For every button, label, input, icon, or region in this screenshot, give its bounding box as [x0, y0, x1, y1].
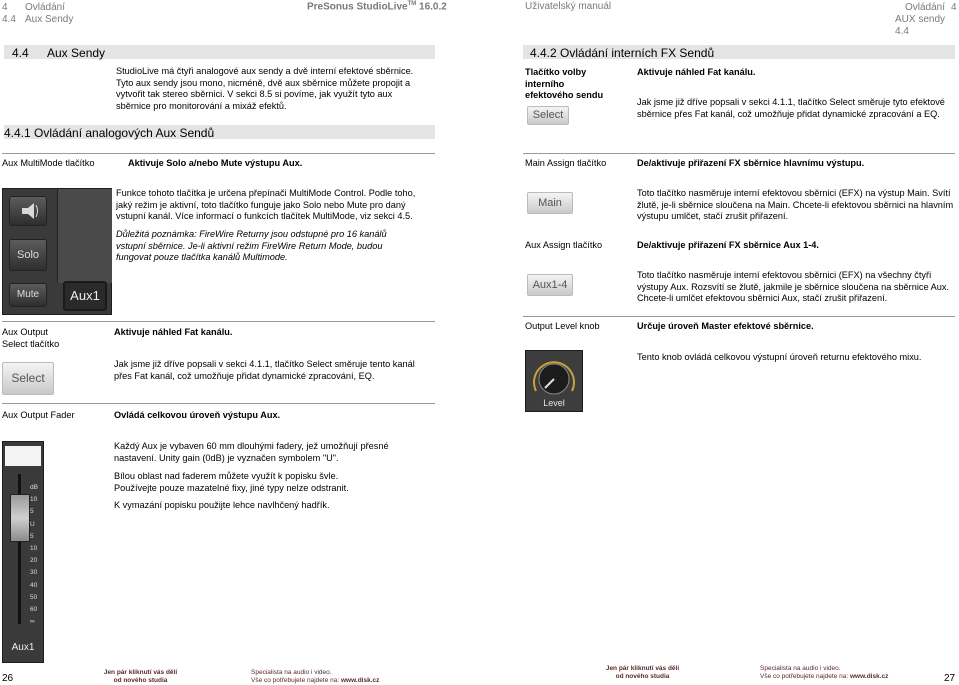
intro-line: vytvořit tak stereo sběrnici. V sekci 8.5 si povíme, jak využít tyto aux: [116, 89, 393, 100]
page-number-right: 27: [944, 673, 956, 684]
footer-spec-left: [251, 669, 379, 685]
page-number-left: 26: [2, 673, 14, 684]
intro-line: sběrnice pro monitorování a mixáž efektů.: [116, 100, 287, 111]
aux-assign-body-line: Chcete-li umlčet efektovou sběrnici Aux, stačí zrušit přiřazení.: [637, 293, 888, 304]
footer-spec-line: Specialista na audio i video.: [251, 669, 332, 676]
output-select-label: [2, 327, 59, 350]
multimode-note-line: vstupní sběrnice. Je-li aktivní režim FireWire Return Mode, budou: [116, 240, 383, 251]
aux-assign-body: [637, 270, 955, 305]
multimode-panel-image: [2, 188, 112, 315]
main-assign-label: Main Assign tlačítko: [525, 158, 607, 168]
multimode-body-line: jaký režim je aktivní, toto tlačítko funguje jako Solo nebo Mute pro daný: [116, 199, 406, 210]
fx-select-body: [637, 97, 955, 120]
fader-label: Aux Output Fader: [2, 410, 75, 420]
aux-assign-button[interactable]: Aux1-4: [527, 274, 573, 296]
header-product-tm: TM: [407, 1, 417, 7]
main-assign-body: [637, 188, 955, 223]
footer-promo-line: Jen pár kliknutí vás dělí: [605, 665, 680, 672]
header-manual: Uživatelský manuál: [525, 1, 612, 12]
aux1-label: Aux1: [63, 281, 107, 311]
fx-select-body-line: Jak jsme již dříve popsali v sekci 4.1.1, tlačítko Select směruje tyto efektové: [637, 97, 945, 107]
output-level-label: Output Level knob: [525, 321, 600, 331]
aux-assign-body-line: výstupy Aux. Rozsvítí se žlutě, jakmile je sběrnice sloučena na sběrnice Aux.: [637, 281, 950, 292]
header-product-name: PreSonus StudioLive: [307, 1, 408, 13]
multimode-note-line: Důležitá poznámka: FireWire Returny jsou odstupné pro 16 kanálů: [116, 229, 387, 239]
fader-heading: Ovládá celkovou úroveň výstupu Aux.: [114, 410, 281, 420]
section-4-4-2-title: 4.4.2 Ovládání interních FX Sendů: [530, 46, 715, 60]
fader-scale-mark: 10: [30, 545, 38, 553]
multimode-body: [116, 188, 431, 223]
multimode-label: Aux MultiMode tlačítko: [2, 158, 95, 168]
footer-promo-line: od nového studia: [113, 677, 168, 684]
fader-scale-mark: 10: [30, 496, 38, 504]
multimode-note: [116, 229, 431, 264]
footer-promo-line: od nového studia: [615, 673, 670, 680]
fx-select-heading: Aktivuje náhled Fat kanálu.: [637, 67, 756, 77]
multimode-body-line: Funkce tohoto tlačítka je určena přepínači MultiMode Control. Podle toho,: [116, 188, 416, 198]
output-select-body-line: přes Fat kanál, což umožňuje přidat dynamické zpracování, EQ.: [114, 370, 375, 381]
footer-spec-text: Vše co potřebujete najdete na:: [760, 673, 850, 680]
output-select-label-line: Select tlačítko: [2, 338, 60, 349]
divider: [523, 153, 955, 154]
fader-scale-mark: 5: [30, 532, 34, 540]
main-assign-body-line: Toto tlačítko nasměruje interní efektovou sběrnici (EFX) na výstup Main. Svítí: [637, 188, 951, 198]
fader-body3: K vymazání popisku použijte lehce navlhčený hadřík.: [114, 500, 330, 510]
header-right-title: Ovládání: [905, 2, 946, 13]
fader-scale-mark: 20: [30, 557, 38, 565]
multimode-note-line: fungovat pouze tlačítka kanálů Multimode.: [116, 252, 288, 263]
divider: [523, 316, 955, 317]
main-assign-heading: De/aktivuje přiřazení FX sběrnice hlavnímu výstupu.: [637, 158, 865, 168]
fader-scale-mark: ∞: [30, 618, 35, 626]
footer-promo-right: [590, 665, 695, 681]
fader-scale-mark: 5: [30, 508, 34, 516]
output-level-heading: Určuje úroveň Master efektové sběrnice.: [637, 321, 814, 331]
fx-select-label: [525, 67, 603, 102]
fader-scale-mark: 60: [30, 606, 38, 614]
fader-body2-line: Používejte pouze mazatelné fixy, jiné typy nelze odstranit.: [114, 482, 349, 493]
output-select-heading: Aktivuje náhled Fat kanálu.: [114, 327, 233, 337]
fader-scale-mark: 50: [30, 593, 38, 601]
fader-body-line: Každý Aux je vybaven 60 mm dlouhými fadery, jež umožňují přesné: [114, 441, 389, 451]
aux-assign-body-line: Toto tlačítko nasměruje interní efektovou sběrnici (EFX) na všechny čtyři: [637, 270, 932, 280]
footer-link[interactable]: www.disk.cz: [849, 673, 889, 680]
fader-body2-line: Bílou oblast nad faderem můžete využít k popisku švle.: [114, 471, 339, 481]
fader-scale: [30, 482, 38, 628]
output-select-label-line: Aux Output: [2, 327, 48, 337]
level-knob-icon[interactable]: [526, 351, 582, 399]
header-left-num: 4: [2, 2, 8, 13]
divider: [2, 153, 435, 154]
panel-side: [57, 189, 112, 283]
fx-select-label-line: Tlačítko volby: [525, 67, 587, 77]
section-4-4-1-title: 4.4.1 Ovládání analogových Aux Sendů: [4, 126, 215, 140]
footer-promo-line: Jen pár kliknutí vás dělí: [103, 669, 178, 676]
aux-fader-image: [2, 441, 44, 663]
level-knob-image: [525, 350, 583, 412]
divider: [2, 321, 435, 322]
footer-spec-right: [760, 665, 888, 681]
fader-cap[interactable]: [10, 494, 30, 542]
footer-link[interactable]: www.disk.cz: [340, 677, 380, 684]
header-right-num: 4: [951, 2, 957, 13]
divider: [2, 403, 435, 404]
fader-scale-mark: dB: [30, 484, 38, 491]
output-select-body: [114, 359, 434, 382]
fader-scale-mark: 40: [30, 581, 38, 589]
main-assign-body-line: výstupu umlčet, stačí zrušit přiřazení.: [637, 211, 789, 222]
fx-select-label-line: efektového sendu: [525, 90, 604, 101]
header-left-num2: 4.4: [2, 14, 16, 25]
multimode-body-line: vstupní kanál. Více informací o funkcích tlačítek MultiMode, viz sekci 4.5.: [116, 211, 413, 222]
multimode-control-icon: [9, 196, 47, 226]
speaker-wave-icon: [10, 197, 46, 225]
fader-scale-mark: U: [30, 520, 35, 528]
fx-select-body-line: sběrnice přes Fat kanál, což umožňuje přidat dynamické zpracování a EQ.: [637, 108, 940, 119]
mute-button[interactable]: Mute: [9, 283, 47, 307]
footer-promo-left: [88, 669, 193, 685]
fader-body2: [114, 471, 434, 494]
output-select-body-line: Jak jsme již dříve popsali v sekci 4.1.1, tlačítko Select směruje tento kanál: [114, 359, 415, 369]
multimode-heading: Aktivuje Solo a/nebo Mute výstupu Aux.: [128, 158, 303, 168]
header-product: [307, 1, 447, 12]
header-product-version: 16.0.2: [416, 1, 447, 13]
aux-assign-heading: De/aktivuje přiřazení FX sběrnice Aux 1-4.: [637, 240, 819, 250]
aux-output-select-button[interactable]: Select: [2, 362, 54, 395]
fx-select-label-line: interního: [525, 78, 565, 89]
fader-label-area: [5, 446, 41, 466]
header-left-title: Ovládání: [25, 2, 66, 13]
fader-scale-mark: 30: [30, 569, 38, 577]
output-level-body: Tento knob ovládá celkovou výstupní úroveň returnu efektového mixu.: [637, 352, 922, 362]
footer-spec-line: Specialista na audio i video.: [760, 665, 841, 672]
header-right-sub: AUX sendy 4.4: [895, 14, 946, 37]
fx-select-button[interactable]: Select: [527, 106, 569, 125]
intro-paragraph: [116, 66, 426, 112]
header-left-sub: Aux Sendy: [25, 14, 74, 25]
intro-line: StudioLive má čtyři analogové aux sendy a dvě interní efektové sběrnice.: [116, 66, 414, 76]
level-knob-label: Level: [543, 398, 565, 408]
fader-body-line: nastavení. Unity gain (0dB) je vyznačen symbolem "U".: [114, 452, 339, 463]
footer-spec-text: Vše co potřebujete najdete na:: [251, 677, 341, 684]
main-assign-body-line: žlutě, je-li sběrnice sloučena na Main. Chcete-li efektovou sběrnici na hlavním: [637, 199, 954, 210]
intro-line: Tyto aux sendy jsou mono, nicméně, dvě aux sběrnice můžete propojit a: [116, 77, 411, 88]
section-4-4-number: 4.4: [12, 46, 29, 60]
solo-button[interactable]: Solo: [9, 239, 47, 271]
aux-assign-label: Aux Assign tlačítko: [525, 240, 603, 250]
fader-body: [114, 441, 434, 464]
main-assign-button[interactable]: Main: [527, 192, 573, 214]
fader-aux-label: Aux1: [11, 642, 35, 653]
section-4-4-title: Aux Sendy: [47, 46, 106, 60]
